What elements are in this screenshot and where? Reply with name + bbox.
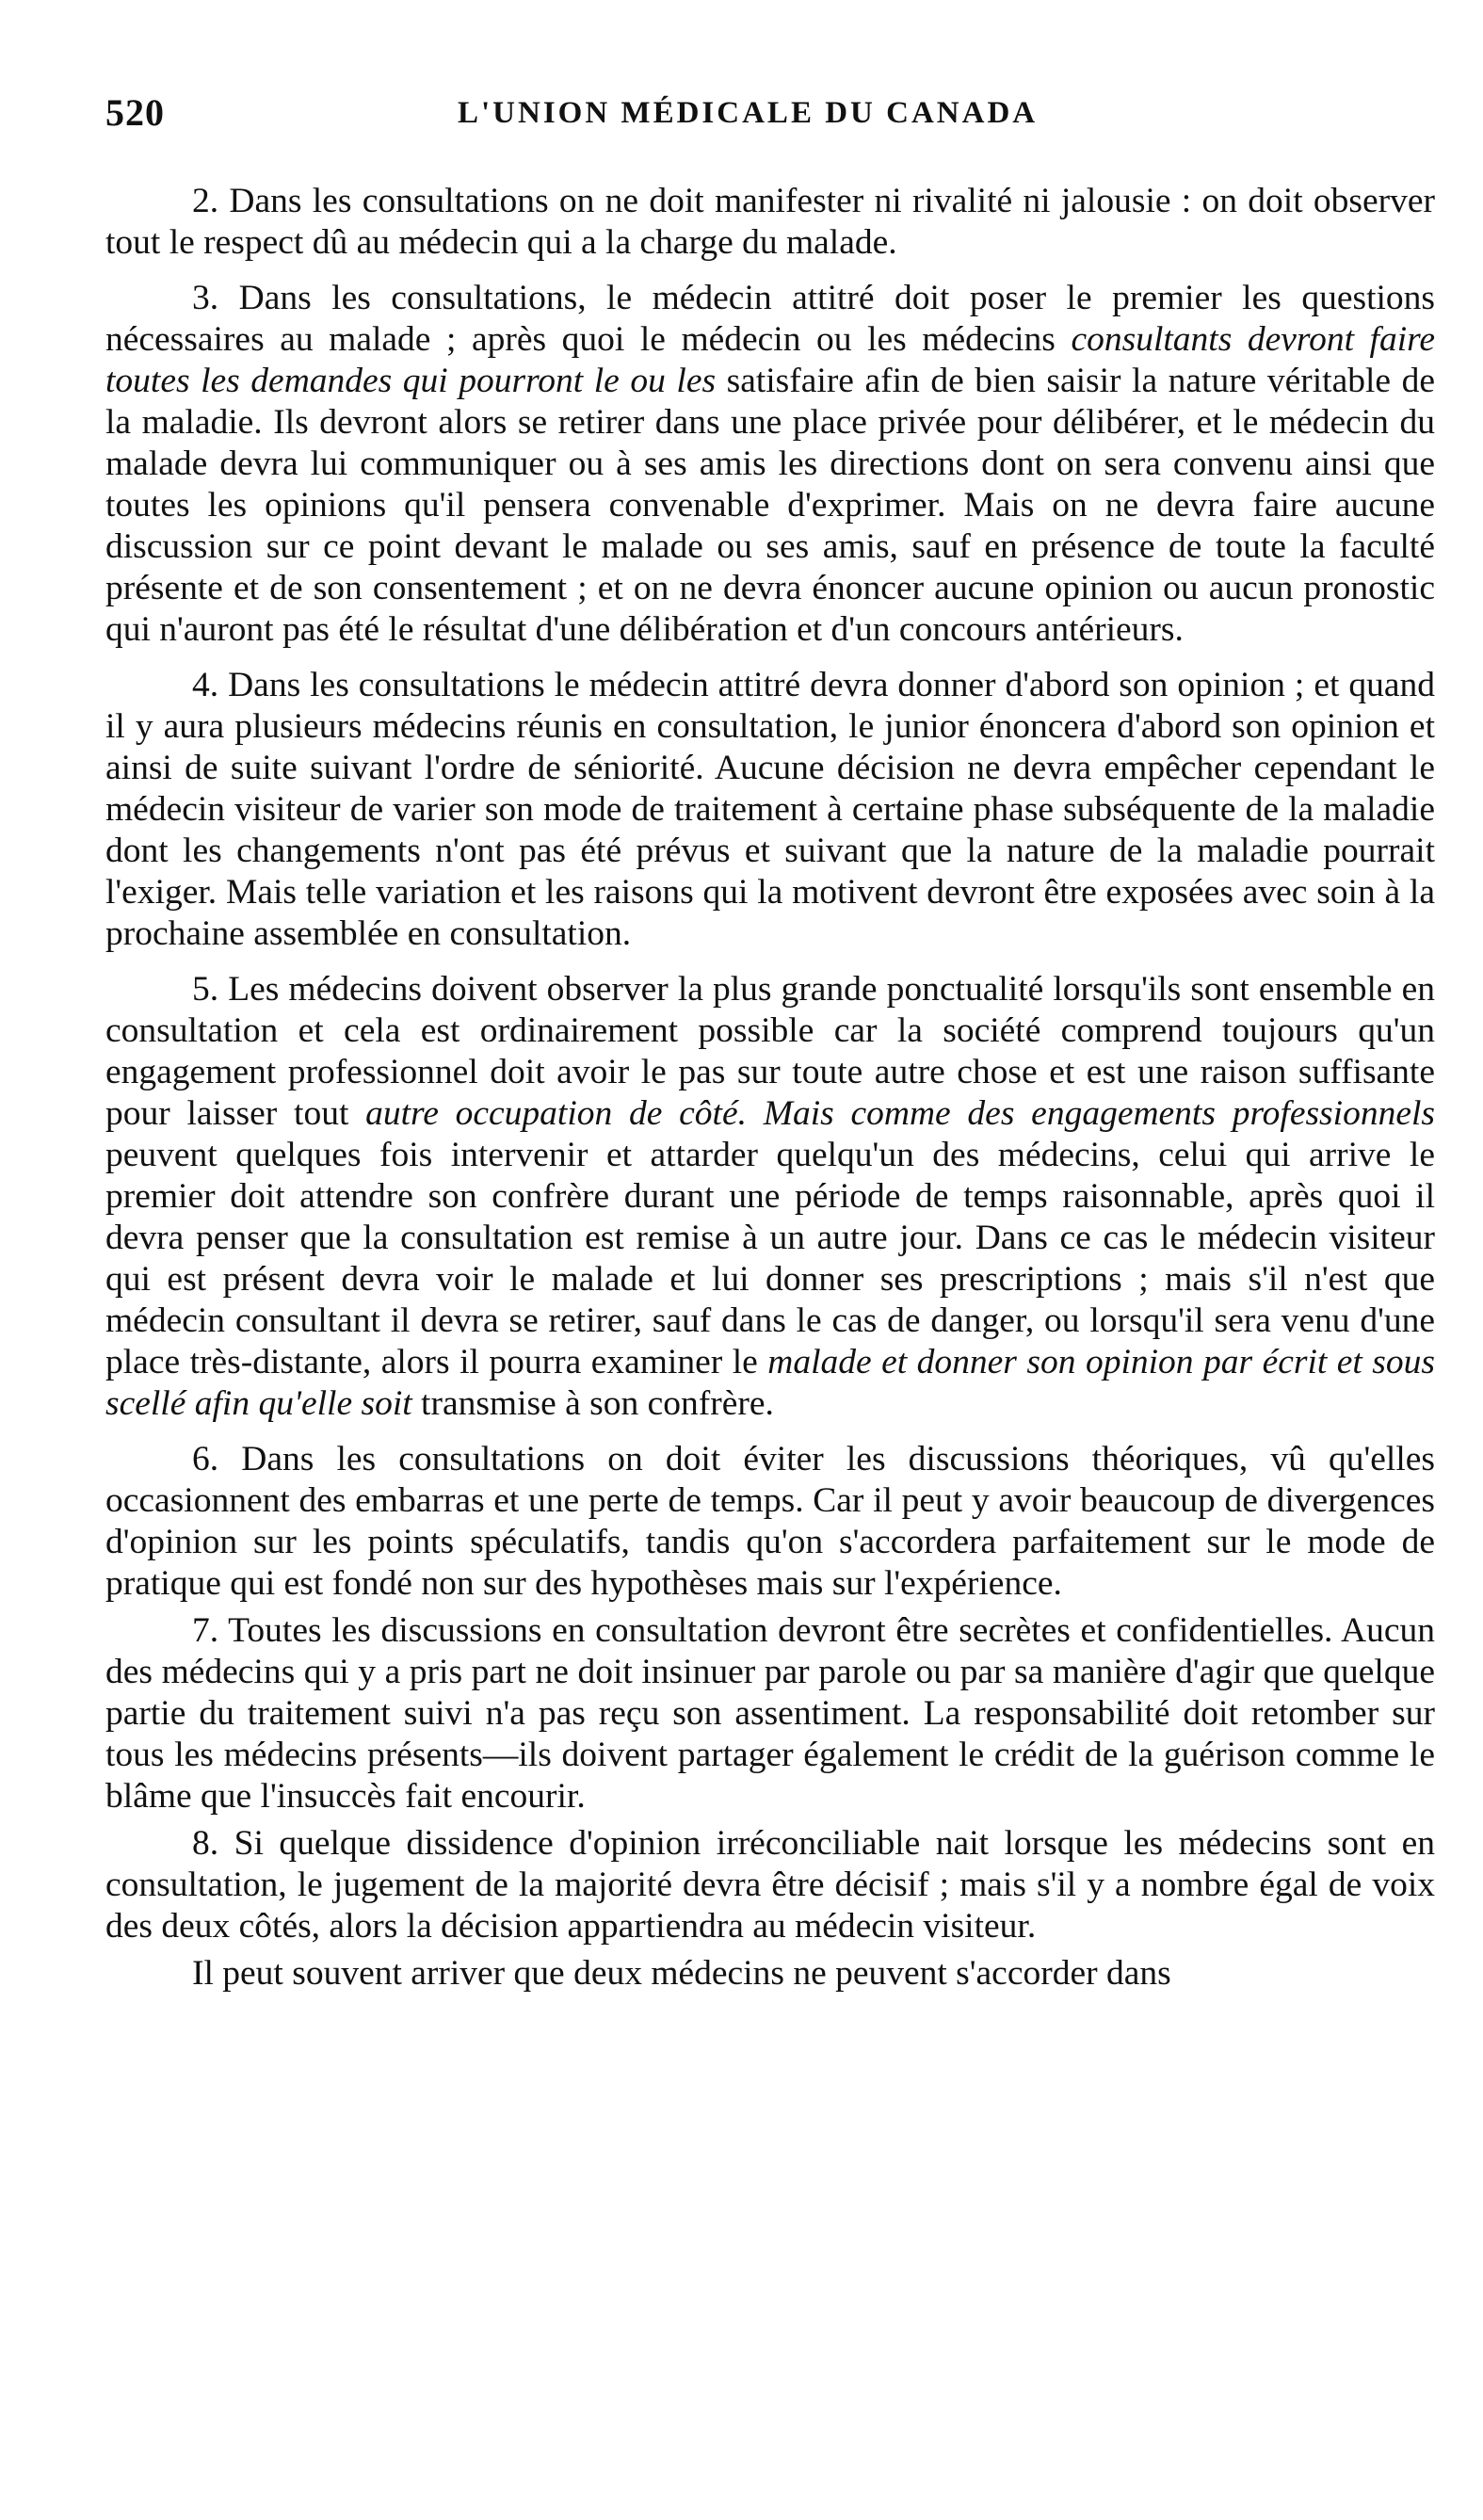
paragraph-article-4 — [105, 665, 1435, 955]
paragraph-text: 8. Si quelque dissidence d'opinion irréconciliable nait lorsque les médecins sont en consultation, le jugement de la majorité devra être décisif ; mais s'il y a nombre égal de voix des deux côtés, alors la décision appartiendra au médecin visiteur. — [105, 1824, 1435, 1946]
paragraph-text: 5. Les médecins doivent observer la plus grande ponctualité lorsqu'ils sont ensemble en consultation et cela est ordinairement possible car la société comprend toujours qu'un engagement professionnel doit avoir le pas sur toute autre chose et est une raison suffisante pour laisser tout — [105, 970, 1435, 1133]
paragraph-italic-text: consultants devront faire toutes les demandes qui pourront le ou les — [105, 320, 1435, 400]
paragraph-article-2 — [105, 181, 1435, 264]
paragraph-article-5 — [105, 969, 1435, 1425]
paragraph-text: 4. Dans les consultations le médecin attitré devra donner d'abord son opinion ; et quand il y aura plusieurs médecins réunis en consultation, le junior énoncera d'abord son opinion et ainsi de suite suivant l'ordre de séniorité. Aucune décision ne devra empêcher cependant le médecin visiteur de varier son mode de traitement à certaine phase subséquente de la maladie dont les changements n'ont pas été prévus et suivant que la nature de la maladie pourrait l'exiger. Mais telle variation et les raisons qui la motivent devront être exposées avec soin à la prochaine assemblée en consultation. — [105, 666, 1435, 953]
running-title: L'UNION MÉDICALE DU CANADA — [458, 96, 1039, 130]
document-page — [105, 90, 1435, 2501]
page-header — [105, 90, 1435, 147]
paragraph-text: satisfaire afin de bien saisir la nature véritable de la maladie. Ils devront alors se retirer dans une place privée pour délibérer, et le médecin du malade devra lui communiquer ou à ses amis les directions dont on sera convenu ainsi que toutes les opinions qu'il pensera convenable d'exprimer. Mais on ne devra faire aucune discussion sur ce point devant le malade ou ses amis, sauf en présence de toute la faculté présente et de son consentement ; et on ne devra énoncer aucune opinion ou aucun pronostic qui n'auront pas été le résultat d'une délibération et d'un concours antérieurs. — [105, 362, 1435, 649]
paragraph-continuation — [105, 1953, 1435, 1995]
paragraph-italic-text: autre occupation de côté. Mais comme des engagements professionnels — [365, 1094, 1435, 1133]
paragraph-italic-text: malade et donner son opinion par écrit et sous scellé afin qu'elle soit — [105, 1343, 1435, 1423]
paragraph-article-3 — [105, 278, 1435, 651]
paragraph-text: 7. Toutes les discussions en consultation devront être secrètes et confidentielles. Aucun des médecins qui y a pris part ne doit insinuer par parole ou par sa manière d'agir que quelque partie du traitement suivi n'a pas reçu son assentiment. La responsabilité doit retomber sur tous les médecins présents—ils doivent partager également le crédit de la guérison comme le blâme que l'insuccès fait encourir. — [105, 1611, 1435, 1816]
paragraph-text: 3. Dans les consultations, le médecin attitré doit poser le premier les questions nécessaires au malade ; après quoi le médecin ou les médecins — [105, 279, 1435, 359]
paragraph-text: peuvent quelques fois intervenir et attarder quelqu'un des médecins, celui qui arrive le premier doit attendre son confrère durant une période de temps raisonnable, après quoi il devra penser que la consultation est remise à un autre jour. Dans ce cas le médecin visiteur qui est présent devra voir le malade et lui donner ses prescriptions ; mais s'il n'est que médecin consultant il devra se retirer, sauf dans le cas de danger, ou lorsqu'il sera venu d'une place très-distante, alors il pourra examiner le — [105, 1136, 1435, 1381]
paragraph-article-7 — [105, 1610, 1435, 1817]
paragraph-text: 6. Dans les consultations on doit éviter les discussions théoriques, vû qu'elles occasionnent des embarras et une perte de temps. Car il peut y avoir beaucoup de divergences d'opinion sur les points spéculatifs, tandis qu'on s'accordera parfaitement sur le mode de pratique qui est fondé non sur des hypothèses mais sur l'expérience. — [105, 1440, 1435, 1603]
page-number: 520 — [105, 91, 165, 134]
paragraph-text: transmise à son confrère. — [411, 1384, 774, 1423]
paragraph-article-8 — [105, 1823, 1435, 1947]
paragraph-text: 2. Dans les consultations on ne doit manifester ni rivalité ni jalousie : on doit observer tout le respect dû au médecin qui a la charge du malade. — [105, 182, 1435, 262]
paragraph-text: Il peut souvent arriver que deux médecins ne peuvent s'accorder dans — [192, 1954, 1171, 1993]
paragraph-article-6 — [105, 1439, 1435, 1605]
